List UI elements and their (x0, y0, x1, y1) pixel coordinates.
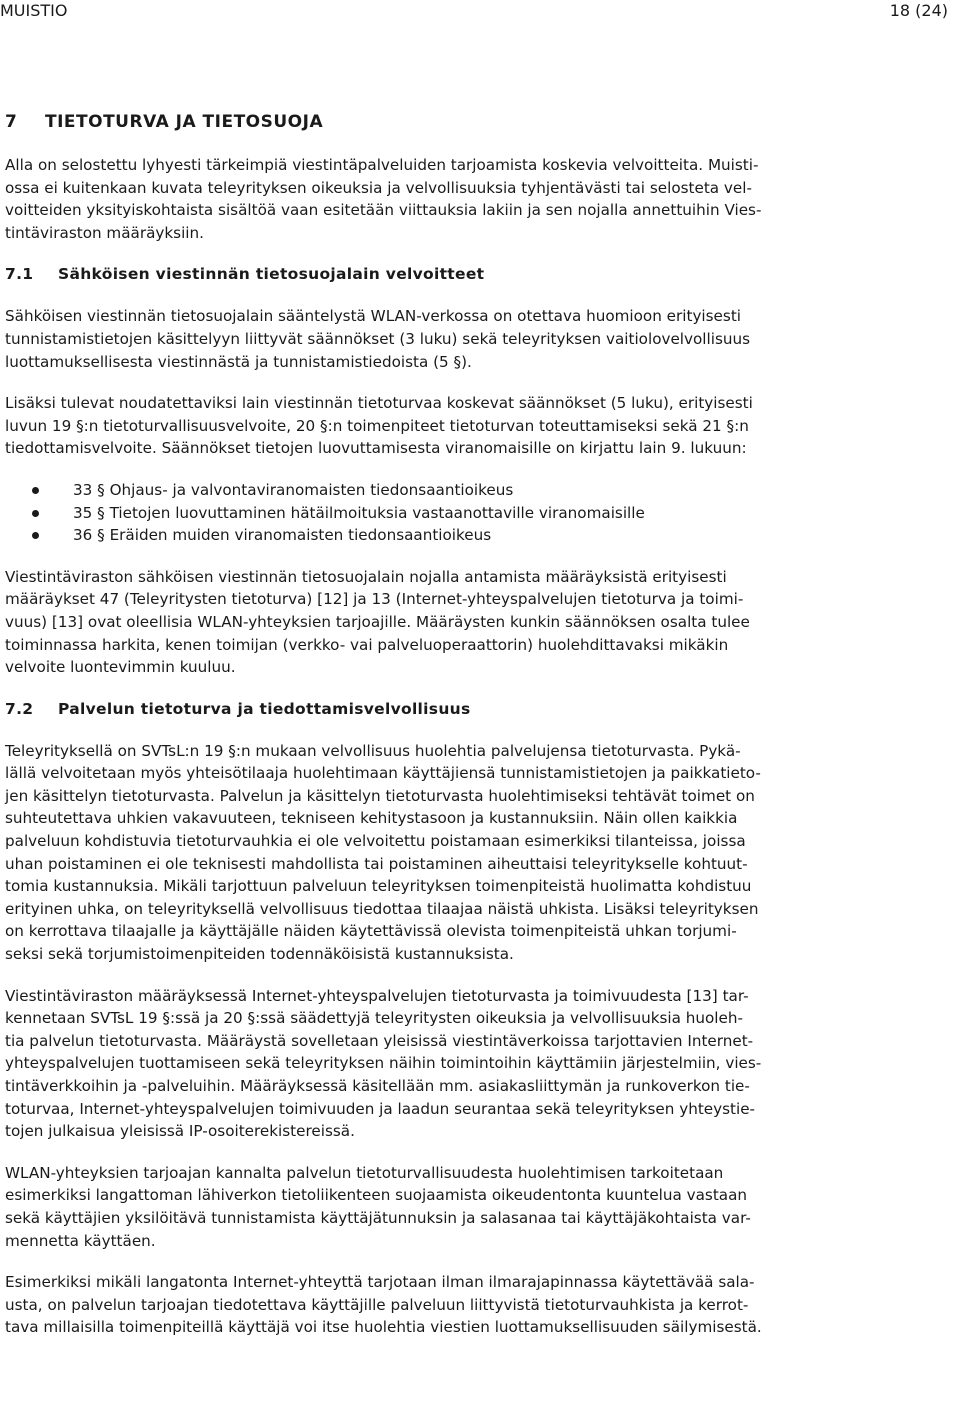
text-line: luvun 19 §:n tietoturvallisuusvelvoite, 20 §:n toimenpiteet tietoturvan toteuttamiseksi sekä 21 §:n (5, 416, 749, 435)
text-line: määräykset 47 (Teleyritysten tietoturva) [12] ja 13 (Internet-yhteyspalvelujen tietoturva ja toimi- (5, 590, 744, 609)
text-line: on kerrottava tilaajalle ja käyttäjälle näiden käytettävissä olevista toimenpiteistä uhkan torjumi- (5, 922, 737, 941)
text-line: tava millaisilla toimenpiteillä käyttäjä voi itse huolehtia viestien luottamuksellisuuden säilymisestä. (5, 1318, 762, 1337)
text-line: voitteiden yksityiskohtaista sisältöä vaan esitetään viittauksia lakiin ja sen nojalla annettuihin Vies- (5, 201, 762, 220)
text-line: toturvaa, Internet-yhteyspalvelujen toimivuuden ja laadun seurantaa sekä teleyrityksen yhteystie- (5, 1099, 756, 1118)
text-line: Lisäksi tulevat noudatettaviksi lain viestinnän tietoturvaa koskevat säännökset (5 luku), erityisesti (5, 394, 753, 413)
list-item-text: 36 § Eräiden muiden viranomaisten tiedonsaantioikeus (73, 526, 492, 545)
list-item (5, 502, 953, 525)
text-line: jen käsittelyn tietoturvasta. Palvelun ja käsittelyn tietoturvasta huolehtimiseksi tehtävät toimet on (5, 786, 755, 805)
text-line: yhteyspalvelujen tuottamiseen sekä teleyrityksen näihin toimintoihin käyttämiin järjestelmiin, vies- (5, 1054, 762, 1073)
text-line: Esimerkiksi mikäli langatonta Internet-yhteyttä tarjotaan ilman ilmarajapinnassa käytettävää sala- (5, 1273, 755, 1292)
text-line: Viestintäviraston sähköisen viestinnän tietosuojalain nojalla antamista määräyksistä erityisesti (5, 567, 727, 586)
text-line: mennetta käyttäen. (5, 1231, 156, 1250)
document-body (5, 110, 953, 1358)
section-7-2-paragraph-1 (5, 740, 953, 966)
text-line: tomia kustannuksia. Mikäli tarjottuun palveluun teleyrityksen toimenpiteistä huolimatta kohdistuu (5, 877, 752, 896)
header-doc-type: MUISTIO (0, 1, 68, 20)
text-line: vuus) [13] ovat oleellisia WLAN-yhteyksien tarjoajille. Määräysten kunkin säännöksen osalta tulee (5, 612, 750, 631)
section-7-title: TIETOTURVA JA TIETOSUOJA (45, 112, 324, 132)
section-7-1-number: 7.1 (5, 265, 34, 284)
section-7-1-title: Sähköisen viestinnän tietosuojalain velvoitteet (58, 265, 485, 284)
text-line: erityinen uhka, on teleyrityksellä velvollisuus tiedottaa tilaajaa näistä uhkista. Lisäksi teleyrityksen (5, 899, 759, 918)
section-7-2-heading (5, 698, 953, 720)
text-line: suhteutettava uhkien vakavuuteen, tekniseen kehitystasoon ja kustannuksiin. Näin ollen kaikkia (5, 809, 738, 828)
section-7-1-heading (5, 263, 953, 285)
text-line: Viestintäviraston määräyksessä Internet-yhteyspalvelujen tietoturvasta ja toimivuudesta [13] tar- (5, 986, 749, 1005)
text-line: tintäviraston määräyksiin. (5, 223, 204, 242)
section-7-1-paragraph-2 (5, 392, 953, 460)
text-line: luottamuksellisesta viestinnästä ja tunnistamistiedoista (5 §). (5, 352, 472, 371)
text-line: palveluun kohdistuvia tietoturvauhkia ei ole velvoitettu poistamaan esimerkiksi tilanteissa, joissa (5, 832, 746, 851)
text-line: lällä velvoitetaan myös yhteisötilaaja huolehtimaan käyttäjiensä tunnistamistietojen ja paikkatieto- (5, 764, 761, 783)
section-7-number: 7 (5, 112, 18, 132)
text-line: sekä käyttäjien yksilöitävä tunnistamista käyttäjätunnuksin ja salasanaa tai käyttäjäkohtaista var- (5, 1208, 751, 1227)
text-line: seksi sekä torjumistoimenpiteiden todennäköisistä kustannuksista. (5, 945, 514, 964)
section-7-2-paragraph-3 (5, 1162, 953, 1252)
page-header (0, 0, 960, 22)
bullet-icon (32, 532, 39, 539)
section-7-2-paragraph-2 (5, 985, 953, 1143)
list-item-text: 33 § Ohjaus- ja valvontaviranomaisten tiedonsaantioikeus (73, 480, 514, 499)
section-7-2-paragraph-4 (5, 1271, 953, 1339)
list-item (5, 524, 953, 547)
text-line: esimerkiksi langattoman lähiverkon tietoliikenteen suojaamista oikeudentonta kuuntelua vastaan (5, 1186, 748, 1205)
text-line: WLAN-yhteyksien tarjoajan kannalta palvelun tietoturvallisuudesta huolehtimisen tarkoitetaan (5, 1163, 724, 1182)
text-line: usta, on palvelun tarjoajan tiedotettava käyttäjille palveluun liittyvistä tietoturvauhkista ja kerrot- (5, 1295, 749, 1314)
text-line: Teleyrityksellä on SVTsL:n 19 §:n mukaan velvollisuus huolehtia palvelujensa tietoturvasta. Pykä- (5, 741, 741, 760)
text-line: tunnistamistietojen käsittelyyn liittyvät säännökset (3 luku) sekä teleyrityksen vaitiolovelvollisuus (5, 329, 751, 348)
bullet-icon (32, 487, 39, 494)
text-line: tia palvelun tietoturvasta. Määräystä sovelletaan yleisissä viestintäverkoissa tarjottavien Internet- (5, 1031, 754, 1050)
section-7-1-paragraph-1 (5, 305, 953, 373)
text-line: Alla on selostettu lyhyesti tärkeimpiä viestintäpalveluiden tarjoamista koskevia velvoitteita. Muisti- (5, 156, 759, 174)
section-7-2-number: 7.2 (5, 699, 34, 718)
text-line: tintäverkkoihin ja -palveluihin. Määräyksessä käsitellään mm. asiakasliittymän ja runkoverkon tie- (5, 1077, 750, 1095)
section-7-2-title: Palvelun tietoturva ja tiedottamisvelvollisuus (58, 699, 471, 718)
law-sections-list (5, 479, 953, 547)
text-line: velvoite luontevimmin kuuluu. (5, 658, 236, 677)
bullet-icon (32, 510, 39, 517)
text-line: ossa ei kuitenkaan kuvata teleyrityksen oikeuksia ja velvollisuuksia tyhjentävästi tai selosteta vel- (5, 178, 752, 197)
header-page-number: 18 (24) (889, 1, 948, 20)
section-7-heading (5, 110, 953, 134)
text-line: kennetaan SVTsL 19 §:ssä ja 20 §:ssä säädettyjä teleyritysten oikeuksia ja velvollisuuksia huoleh- (5, 1009, 743, 1028)
list-item-text: 35 § Tietojen luovuttaminen hätäilmoituksia vastaanottaville viranomaisille (73, 503, 645, 522)
section-7-1-paragraph-3 (5, 566, 953, 679)
text-line: tiedottamisvelvoite. Säännökset tietojen luovuttamisesta viranomaisille on kirjattu lain 9. lukuun: (5, 439, 747, 458)
text-line: uhan poistaminen ei ole teknisesti mahdollista tai poistaminen aiheuttaisi teleyritykselle kohtuut- (5, 854, 748, 873)
section-7-intro (5, 154, 953, 244)
list-item (5, 479, 953, 502)
text-line: toiminnassa harkita, kenen toimijan (verkko- vai palveluoperaattorin) huolehdittavaksi mikäkin (5, 635, 729, 654)
text-line: tojen julkaisua yleisissä IP-osoiterekistereissä. (5, 1122, 355, 1141)
text-line: Sähköisen viestinnän tietosuojalain sääntelystä WLAN-verkossa on otettava huomioon erityisesti (5, 307, 741, 326)
